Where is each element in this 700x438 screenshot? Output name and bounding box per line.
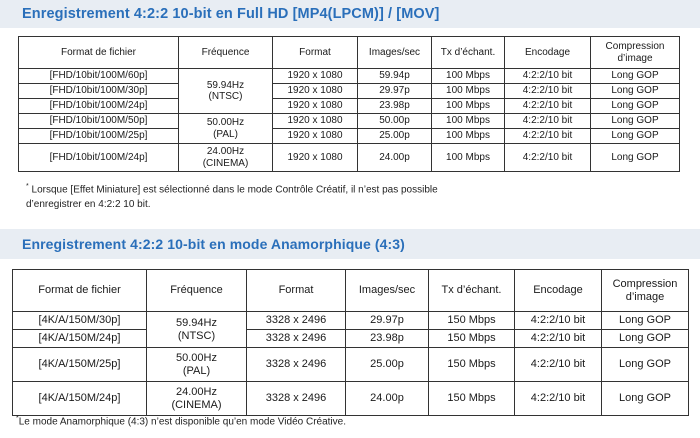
table-header-row [19, 37, 680, 69]
cell-compression: Long GOP [602, 382, 689, 416]
cell-format: 1920 x 1080 [273, 114, 358, 129]
frequency-value: 50.00Hz [176, 351, 217, 364]
cell-format: 1920 x 1080 [273, 99, 358, 114]
col-header-format: Format [273, 37, 358, 69]
cell-compression: Long GOP [602, 348, 689, 382]
cell-compression: Long GOP [591, 114, 680, 129]
cell-bitrate: 150 Mbps [429, 382, 515, 416]
cell-frequency [147, 348, 247, 382]
cell-frequency [179, 114, 273, 144]
frequency-value: 59.94Hz [176, 316, 217, 329]
table-row [19, 144, 680, 172]
col-header-compression: Compression d’image [602, 270, 689, 312]
cell-format: 1920 x 1080 [273, 84, 358, 99]
cell-bitrate: 100 Mbps [432, 69, 505, 84]
cell-format: 3328 x 2496 [247, 312, 346, 330]
cell-frame-rate: 59.94p [358, 69, 432, 84]
cell-compression: Long GOP [602, 330, 689, 348]
cell-compression: Long GOP [591, 99, 680, 114]
section-1-title: Enregistrement 4:2:2 10-bit en Full HD [MP4(LPCM)] / [MOV] [22, 6, 440, 22]
frequency-standard: (PAL) [182, 364, 211, 377]
cell-format: 3328 x 2496 [247, 330, 346, 348]
cell-bitrate: 100 Mbps [432, 99, 505, 114]
cell-frame-rate: 29.97p [358, 84, 432, 99]
cell-format: 3328 x 2496 [247, 348, 346, 382]
cell-encoding: 4:2:2/10 bit [515, 330, 602, 348]
cell-compression: Long GOP [591, 84, 680, 99]
footnote-text: Le mode Anamorphique (4:3) n’est disponible qu’en mode Vidéo Créative. [18, 416, 346, 428]
cell-bitrate: 100 Mbps [432, 114, 505, 129]
col-header-file-format: Format de fichier [19, 37, 179, 69]
cell-bitrate: 150 Mbps [429, 348, 515, 382]
cell-encoding: 4:2:2/10 bit [515, 382, 602, 416]
cell-file-format: [4K/A/150M/24p] [13, 330, 147, 348]
cell-bitrate: 150 Mbps [429, 330, 515, 348]
cell-frame-rate: 23.98p [358, 99, 432, 114]
cell-frame-rate: 25.00p [346, 348, 429, 382]
footnote-line-2: d’enregistrer en 4:2:2 10 bit. [26, 199, 151, 211]
footnote-miniature-effect [26, 179, 666, 212]
cell-file-format: [FHD/10bit/100M/24p] [19, 99, 179, 114]
cell-frame-rate: 23.98p [346, 330, 429, 348]
cell-frame-rate: 25.00p [358, 129, 432, 144]
col-header-compression: Compression d’image [591, 37, 680, 69]
table-row [19, 99, 680, 114]
cell-file-format: [FHD/10bit/100M/25p] [19, 129, 179, 144]
table-row [19, 114, 680, 129]
fhd-10bit-spec-table [18, 36, 680, 172]
frequency-value: 24.00Hz [176, 385, 217, 398]
cell-compression: Long GOP [591, 144, 680, 172]
cell-frequency [179, 69, 273, 114]
cell-encoding: 4:2:2/10 bit [505, 129, 591, 144]
footnote-marker: * [26, 183, 29, 190]
footnote-anamorphic [16, 411, 676, 429]
table-header-row [13, 270, 689, 312]
cell-encoding: 4:2:2/10 bit [505, 114, 591, 129]
footnote-line-1 [26, 179, 666, 197]
cell-compression: Long GOP [591, 129, 680, 144]
col-header-encoding: Encodage [505, 37, 591, 69]
col-header-frame-rate: Images/sec [346, 270, 429, 312]
cell-encoding: 4:2:2/10 bit [505, 144, 591, 172]
col-header-frequency: Fréquence [179, 37, 273, 69]
cell-bitrate: 150 Mbps [429, 312, 515, 330]
cell-file-format: [FHD/10bit/100M/30p] [19, 84, 179, 99]
cell-frame-rate: 29.97p [346, 312, 429, 330]
table-row [19, 84, 680, 99]
table-row [13, 348, 689, 382]
cell-bitrate: 100 Mbps [432, 129, 505, 144]
cell-file-format: [FHD/10bit/100M/60p] [19, 69, 179, 84]
cell-frequency [179, 144, 273, 172]
cell-bitrate: 100 Mbps [432, 144, 505, 172]
cell-encoding: 4:2:2/10 bit [505, 69, 591, 84]
table-row [13, 312, 689, 330]
frequency-standard: (PAL) [213, 128, 238, 140]
cell-frame-rate: 50.00p [358, 114, 432, 129]
cell-file-format: [4K/A/150M/25p] [13, 348, 147, 382]
footnote-marker: * [16, 415, 19, 422]
col-header-bitrate: Tx d’échant. [432, 37, 505, 69]
cell-compression: Long GOP [591, 69, 680, 84]
frequency-standard: (NTSC) [208, 91, 243, 102]
cell-frequency [147, 312, 247, 348]
frequency-standard: (NTSC) [177, 329, 216, 342]
cell-encoding: 4:2:2/10 bit [505, 99, 591, 114]
col-header-file-format: Format de fichier [13, 270, 147, 312]
cell-encoding: 4:2:2/10 bit [515, 312, 602, 330]
cell-encoding: 4:2:2/10 bit [515, 348, 602, 382]
section-2-title: Enregistrement 4:2:2 10-bit en mode Anamorphique (4:3) [22, 236, 405, 252]
cell-format: 1920 x 1080 [273, 129, 358, 144]
table-row [13, 330, 689, 348]
col-header-frequency: Fréquence [147, 270, 247, 312]
cell-file-format: [FHD/10bit/100M/24p] [19, 144, 179, 172]
frequency-standard: (CINEMA) [202, 157, 249, 169]
cell-compression: Long GOP [602, 312, 689, 330]
cell-file-format: [4K/A/150M/24p] [13, 382, 147, 416]
frequency-value: 50.00Hz [206, 117, 245, 128]
table-row [19, 69, 680, 84]
footnote-text-1: Lorsque [Effet Miniature] est sélectionné dans le mode Contrôle Créatif, il n’est pas possible [31, 184, 438, 196]
col-header-frame-rate: Images/sec [358, 37, 432, 69]
anamorphic-spec-table [12, 269, 689, 416]
cell-format: 1920 x 1080 [273, 69, 358, 84]
col-header-bitrate: Tx d’échant. [429, 270, 515, 312]
cell-format: 1920 x 1080 [273, 144, 358, 172]
frequency-value: 59.94Hz [206, 79, 245, 91]
cell-frame-rate: 24.00p [358, 144, 432, 172]
cell-file-format: [FHD/10bit/100M/50p] [19, 114, 179, 129]
cell-format: 3328 x 2496 [247, 382, 346, 416]
col-header-format: Format [247, 270, 346, 312]
cell-file-format: [4K/A/150M/30p] [13, 312, 147, 330]
col-header-encoding: Encodage [515, 270, 602, 312]
frequency-standard: (CINEMA) [171, 398, 222, 411]
table-row [19, 129, 680, 144]
cell-frame-rate: 24.00p [346, 382, 429, 416]
frequency-value: 24.00Hz [206, 146, 245, 157]
cell-encoding: 4:2:2/10 bit [505, 84, 591, 99]
cell-bitrate: 100 Mbps [432, 84, 505, 99]
